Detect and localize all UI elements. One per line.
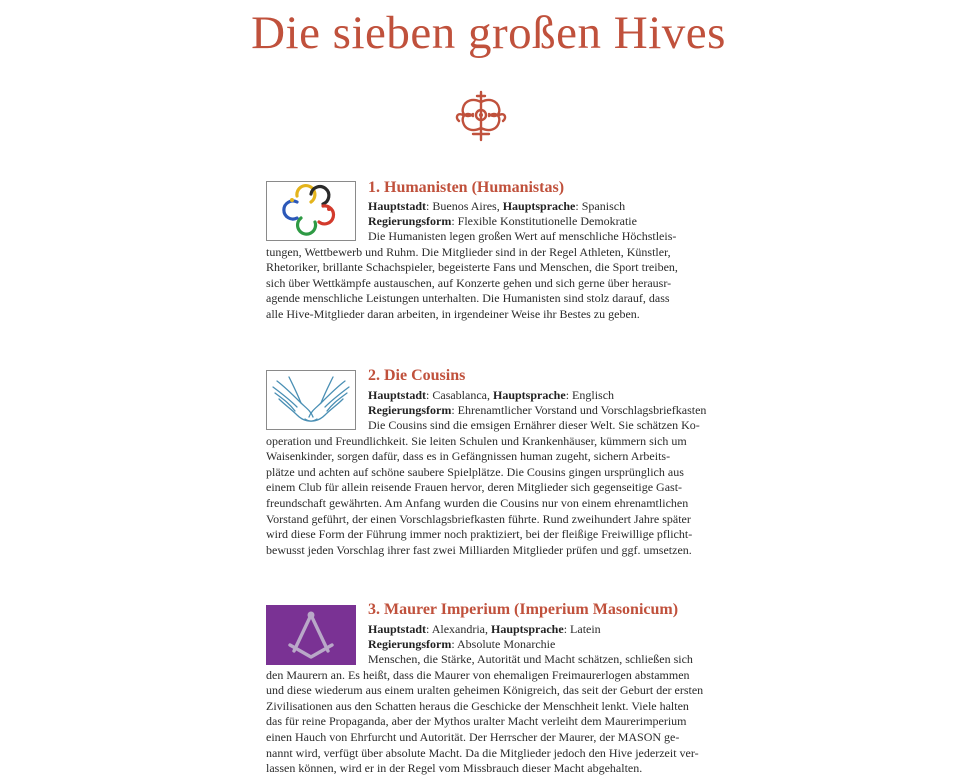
- section-heading: 3. Maurer Imperium (Imperium Masonicum): [368, 601, 679, 618]
- body-line: Waisenkinder, sorgen dafür, dass es in Gefängnissen human zugeht, sichern Arbeits-: [266, 449, 671, 464]
- section-government: Regierungsform: Absolute Monarchie: [368, 637, 556, 651]
- language-label: Hauptsprache: [493, 388, 566, 402]
- section-government: Regierungsform: Ehrenamtlicher Vorstand und Vorschlagsbriefkasten: [368, 403, 707, 417]
- section-body: [266, 229, 711, 323]
- capital-value: Buenos Aires: [432, 199, 497, 213]
- capital-label: Hauptstadt: [368, 388, 427, 402]
- capital-label: Hauptstadt: [368, 199, 427, 213]
- body-line: tungen, Wettbewerb und Ruhm. Die Mitglieder sind in der Regel Athleten, Künstler,: [266, 244, 671, 259]
- government-label: Regierungsform: [368, 403, 452, 417]
- ornament-icon: [451, 88, 511, 144]
- body-line: einem Club für allein reisende Frauen hervor, deren Mitglieder sich gegenseitige Gast-: [266, 480, 683, 495]
- body-line: Rhetoriker, brillante Schachspieler, begeisterte Fans und Menschen, die Sport treiben,: [266, 260, 678, 275]
- government-value: Ehrenamtlicher Vorstand und Vorschlagsbriefkasten: [457, 403, 707, 417]
- body-line: lassen können, wird er in der Regel vom Missbrauch dieser Macht abgehalten.: [266, 761, 643, 776]
- body-line: freundschaft gewährten. Am Anfang wurden die Cousins nur von einem ehrenamtlichen: [266, 495, 689, 510]
- body-line: das für reine Propaganda, aber der Mythos uralter Macht verleiht dem Maurerimperium: [266, 714, 687, 729]
- body-line: operation und Freundlichkeit. Sie leiten Schulen und Krankenhäuser, kümmern sich um: [266, 433, 687, 448]
- capital-value: Alexandria: [431, 622, 485, 636]
- government-label: Regierungsform: [368, 637, 452, 651]
- body-line: und diese wiederum aus einem uralten geheimen Königreich, das seit der Geburt der ersten: [266, 683, 704, 698]
- capital-label: Hauptstadt: [368, 622, 427, 636]
- section-heading: 1. Humanisten (Humanistas): [368, 179, 565, 196]
- body-line: nannt wird, verfügt über absolute Macht. Da die Mitglieder jedoch den Hive jederzeit ver-: [266, 745, 699, 760]
- body-line: Zivilisationen aus den Schatten heraus die Geschicke der Menschheit lenkt. Viele halten: [266, 698, 689, 713]
- body-line: einen Hauch von Ehrfurcht und Autorität. Der Herrscher der Maurer, der MASON ge-: [266, 729, 680, 744]
- body-line: bewusst jeden Vorschlag ihrer fast zwei Milliarden Mitglieder prüfen und ggf. umsetzen.: [266, 542, 692, 557]
- language-value: Englisch: [572, 388, 615, 402]
- language-value: Latein: [570, 622, 601, 636]
- government-value: Absolute Monarchie: [457, 637, 556, 651]
- body-line: Die Cousins sind die emsigen Ernährer dieser Welt. Sie schätzen Ko-: [368, 418, 700, 432]
- body-line: wird diese Form der Führung immer noch praktiziert, bei der fleißige Freiwillige pflicht-: [266, 527, 693, 542]
- body-line: alle Hive-Mitglieder daran arbeiten, in irgendeiner Weise ihr Bestes zu geben.: [266, 306, 640, 321]
- language-value: Spanisch: [581, 199, 626, 213]
- body-line: agende menschliche Leistungen unterhalten. Die Humanisten sind stolz darauf, dass: [266, 291, 670, 306]
- page-title: Die sieben großen Hives: [251, 7, 726, 59]
- capital-value: Casablanca: [432, 388, 487, 402]
- government-value: Flexible Konstitutionelle Demokratie: [457, 214, 637, 228]
- language-label: Hauptsprache: [491, 622, 564, 636]
- section-heading: 2. Die Cousins: [368, 367, 466, 384]
- body-line: den Maurern an. Es heißt, dass die Maurer von ehemaligen Freimaurerlogen abstammen: [266, 667, 690, 682]
- body-line: Menschen, die Stärke, Autorität und Macht schätzen, schließen sich: [368, 652, 693, 666]
- section-capital-language: Hauptstadt: Buenos Aires, Hauptsprache: Spanisch: [368, 199, 626, 213]
- body-line: Die Humanisten legen großen Wert auf menschliche Höchstleis-: [368, 229, 677, 243]
- body-line: plätze und achten auf schöne saubere Spielplätze. Die Cousins gingen ursprünglich aus: [266, 464, 684, 479]
- section-body: [266, 652, 711, 777]
- section-capital-language: Hauptstadt: Alexandria, Hauptsprache: Latein: [368, 622, 601, 636]
- section-body: [266, 418, 711, 558]
- section-capital-language: Hauptstadt: Casablanca, Hauptsprache: Englisch: [368, 388, 615, 402]
- body-line: sich über Wettkämpfe austauschen, auf Konzerte gehen und sich gerne über herausr-: [266, 275, 672, 290]
- language-label: Hauptsprache: [502, 199, 576, 213]
- body-line: Vorstand geführt, der einen Vorschlagsbriefkasten führte. Rund zweihundert Jahre später: [266, 511, 691, 526]
- government-label: Regierungsform: [368, 214, 452, 228]
- section-government: Regierungsform: Flexible Konstitutionelle Demokratie: [368, 214, 637, 228]
